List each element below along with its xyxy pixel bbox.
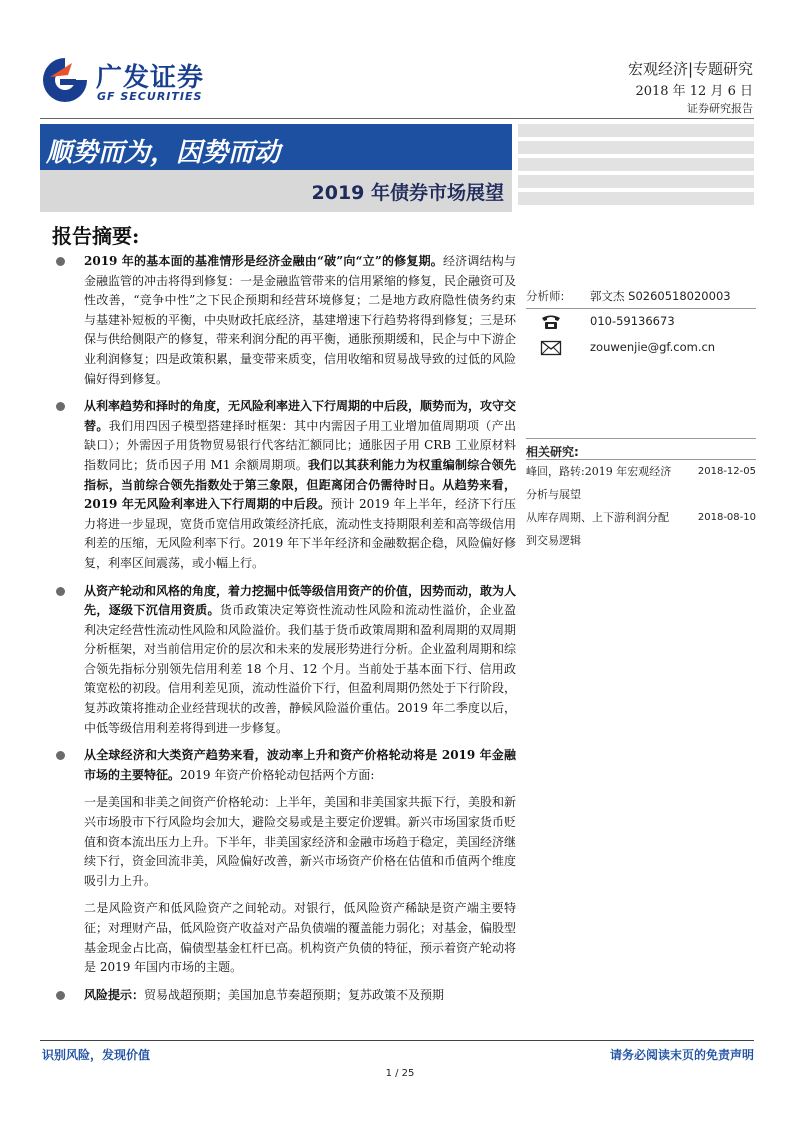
summary-bullet	[54, 746, 516, 978]
related-item-title[interactable]: 峰回，路转:2019 年宏观经济	[526, 465, 672, 478]
bullet-body: 2019 年资产价格轮动包括两个方面:	[180, 767, 375, 782]
bullet-bold: 我们以其获利能力为权重编制综合领先指标，当前综合领先指数处于第三象限，但距离闭合仍需待时日。从趋势来看，2019 年无风险利率进入下行周期的中后段。	[84, 457, 516, 512]
logo-en-text: GF SECURITIES	[97, 90, 203, 103]
sidebar-decor-panel	[518, 124, 754, 212]
summary-bullet	[54, 252, 516, 389]
page-number: 1 / 25	[385, 1068, 415, 1079]
analyst-name: 郭文杰 S0260518020003	[590, 289, 731, 303]
footer-divider	[40, 1040, 754, 1041]
related-item-title-cont[interactable]: 到交易逻辑	[526, 534, 581, 547]
bullet-lead: 从全球经济和大类资产趋势来看，波动率上升和资产价格轮动将是 2019 年金融市场的主要特征。	[84, 748, 516, 782]
analyst-divider	[526, 308, 756, 309]
bullet-paragraph: 一是美国和非美之间资产价格轮动：上半年，美国和非美国家共振下行，美股和新兴市场股市下行风险均会加大，避险交易或是主要定价逻辑。新兴市场国家货币贬值和资本流出压力上升。下半年，非美国家经济和金融市场趋于稳定，美国经济继续下行，资金回流非美，风险偏好改善，新兴市场资产价格在估值和币值两个维度吸引力上升。	[84, 795, 517, 888]
page-subtitle: 2019 年债券市场展望	[311, 182, 504, 204]
bullet-body: 预计 2019 年上半年，经济下行压力将进一步显现，宽货币宽信用政策经济托底，流动性支持期限利差和高等级信用利差的压缩，无风险利率下行。2019 年下半年经济和金融数据企稳，风险偏好修复，利率区间震荡，或小幅上行。	[84, 497, 517, 570]
bullet-dot-icon	[56, 257, 65, 266]
related-item-date: 2018-08-10	[697, 512, 756, 523]
bullet-body: 贸易战超预期；美国加息节奏超预期；复苏政策不及预期	[144, 987, 445, 1002]
analyst-box	[526, 288, 756, 362]
company-logo	[40, 55, 230, 107]
analyst-email-row	[526, 340, 756, 362]
related-divider-top	[526, 438, 756, 439]
logo-cn-text: 广发证券	[96, 63, 205, 93]
page-title: 顺势而为，因势而动	[46, 138, 281, 168]
related-item-title-cont[interactable]: 分析与展望	[526, 488, 581, 501]
summary-bullet	[54, 986, 516, 1006]
related-research-title: 相关研究:	[526, 445, 579, 459]
bullet-dot-icon	[56, 991, 65, 1000]
email-icon	[540, 340, 562, 356]
phone-icon	[540, 314, 562, 330]
bullet-body: 货币政策决定筹资性流动性风险和流动性溢价，企业盈利决定经营性流动性风险和风险溢价。我们基于货币政策周期和盈利周期的双周期分析框架，对当前信用定价的层次和未来的发展形势进行分析。企业盈利周期和综合领先指标分别领先信用利差 18 个月、12 个月。当前处于基本面下行、信用政策宽松的初段。信用利差见顶，流动性溢价下行，但盈利周期仍然处于下行阶段，复苏政策将推动企业经营现状的改善，静候风险溢价重估。2019 年二季度以后，中低等级信用利差将得到进一步修复。	[84, 603, 517, 735]
bullet-lead: 从资产轮动和风格的角度，着力挖掘中低等级信用资产的价值，因势而动，敢为人先，逐级下沉信用资质。	[84, 583, 517, 618]
bullet-body: 经济调结构与金融监管的冲击将得到修复：一是金融监管带来的信用紧缩的修复，民企融资可及性改善，“竞争中性”之下民企预期和经营环境修复；二是地方政府隐性债务约束与基建补短板的平衡，中央财政托底经济，基建增速下行趋势将得到修复；三是环保与供给侧限产的修复，带来利润分配的再平衡，通胀预期缓和，民企与中下游企业利润修复；四是政策积累，量变带来质变，信用收缩和贸易战导致的过低的风险偏好得到修复。	[84, 254, 517, 386]
bullet-lead: 2019 年的基本面的基准情形是经济金融由“破”向“立”的修复期。	[84, 254, 443, 268]
related-item[interactable]	[526, 460, 756, 506]
analyst-phone: 010-59136673	[590, 314, 675, 328]
bullet-paragraph: 二是风险资产和低风险资产之间轮动。对银行，低风险资产稀缺是资产端主要特征；对理财产品，低风险资产收益对产品负债端的覆盖能力弱化；对基金，偏股型基金现金占比高，偏债型基金杠杆已高。机构资产负债的特征，预示着资产轮动将是 2019 年国内市场的主题。	[84, 901, 517, 975]
header-divider	[40, 118, 754, 119]
analyst-name-row	[526, 288, 756, 310]
report-category: 宏观经济|专题研究	[627, 60, 753, 78]
summary-body	[54, 252, 516, 1013]
bullet-dot-icon	[56, 751, 65, 760]
gf-logo-icon	[40, 55, 90, 105]
bullet-dot-icon	[56, 402, 65, 411]
report-type: 证券研究报告	[687, 102, 753, 115]
analyst-phone-row	[526, 314, 756, 336]
related-item-title[interactable]: 从库存周期、上下游利润分配	[526, 511, 669, 524]
related-item[interactable]	[526, 506, 756, 552]
summary-bullet	[54, 397, 516, 573]
report-date: 2018 年 12 月 6 日	[635, 84, 753, 99]
bullet-lead: 风险提示：	[84, 987, 145, 1002]
summary-heading: 报告摘要:	[52, 224, 140, 248]
bullet-dot-icon	[56, 587, 65, 596]
summary-bullet	[54, 582, 516, 739]
analyst-label: 分析师:	[526, 289, 565, 303]
bullet-body: 我们用四因子模型搭建择时框架：其中内需因子用工业增加值周期项（产出缺口）；外需因子用货物贸易银行代客结汇额同比；通胀因子用 CRB 工业原材料指数同比；货币因子用 M1 余额周期项。	[84, 418, 516, 472]
footer-disclaimer: 请务必阅读末页的免责声明	[609, 1048, 754, 1062]
footer-slogan: 识别风险，发现价值	[42, 1048, 151, 1062]
analyst-email[interactable]: zouwenjie@gf.com.cn	[590, 340, 716, 354]
related-item-date: 2018-12-05	[697, 466, 756, 477]
bullet-lead: 从利率趋势和择时的角度，无风险利率进入下行周期的中后段，顺势而为，攻守交替。	[84, 399, 517, 433]
